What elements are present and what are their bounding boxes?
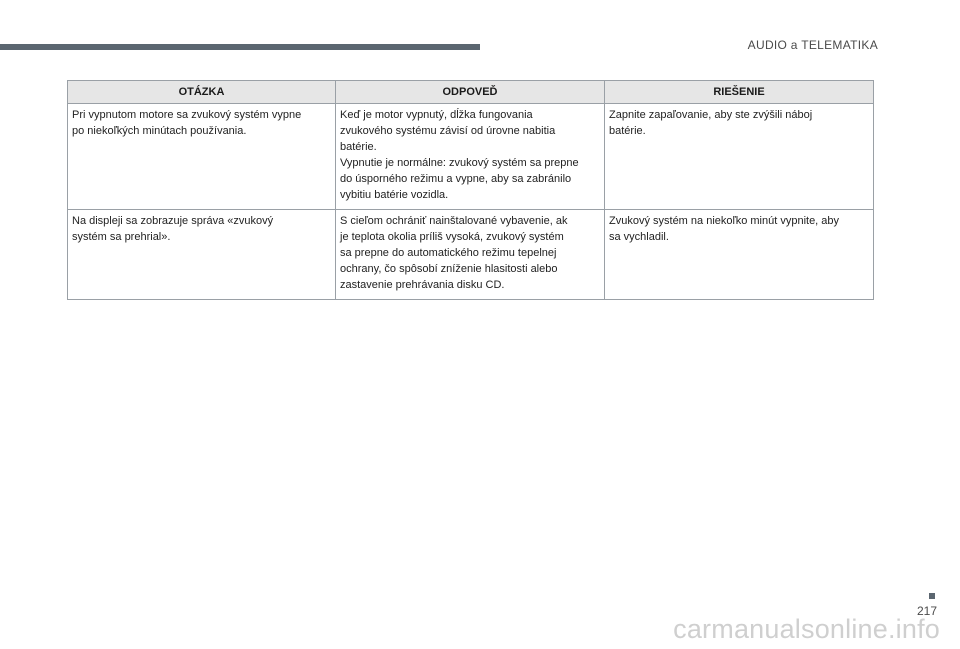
table-row (68, 104, 874, 210)
watermark-text: carmanualsonline.info (673, 614, 940, 644)
section-header-bar (0, 44, 480, 50)
column-header-answer: ODPOVEĎ (336, 81, 605, 104)
answer-text: S cieľom ochrániť nainštalované vybavenie, ak je teplota okolia príliš vysoká, zvukový systém sa prepne do automatického režimu tepelnej ochrany, čo spôsobí zníženie hlasitosti alebo zastavenie prehrávania disku CD. (340, 215, 568, 291)
page-marker-square (929, 593, 935, 599)
column-header-solution: RIEŠENIE (605, 81, 874, 104)
answer-cell (336, 104, 605, 210)
answer-cell (336, 210, 605, 300)
answer-text: Keď je motor vypnutý, dĺžka fungovania zvukového systému závisí od úrovne nabitia batérie. Vypnutie je normálne: zvukový systém sa prepne do úsporného režimu a vypne, aby sa zabránilo vybitiu batérie vozidla. (340, 109, 579, 201)
solution-text: Zapnite zapaľovanie, aby ste zvýšili náboj batérie. (609, 109, 813, 137)
table-row (68, 210, 874, 300)
question-text: Pri vypnutom motore sa zvukový systém vypne po niekoľkých minútach používania. (72, 109, 302, 137)
solution-text: Zvukový systém na niekoľko minút vypnite, aby sa vychladil. (609, 215, 840, 243)
question-cell (68, 104, 336, 210)
solution-cell (605, 104, 874, 210)
column-header-question: OTÁZKA (68, 81, 336, 104)
question-cell (68, 210, 336, 300)
troubleshooting-table (67, 80, 874, 300)
table-header-row (68, 81, 874, 104)
page-number: 217 (916, 604, 937, 618)
question-text: Na displeji sa zobrazuje správa «zvukový systém sa prehrial». (72, 215, 274, 243)
section-title: AUDIO a TELEMATIKA (747, 38, 878, 52)
solution-cell (605, 210, 874, 300)
